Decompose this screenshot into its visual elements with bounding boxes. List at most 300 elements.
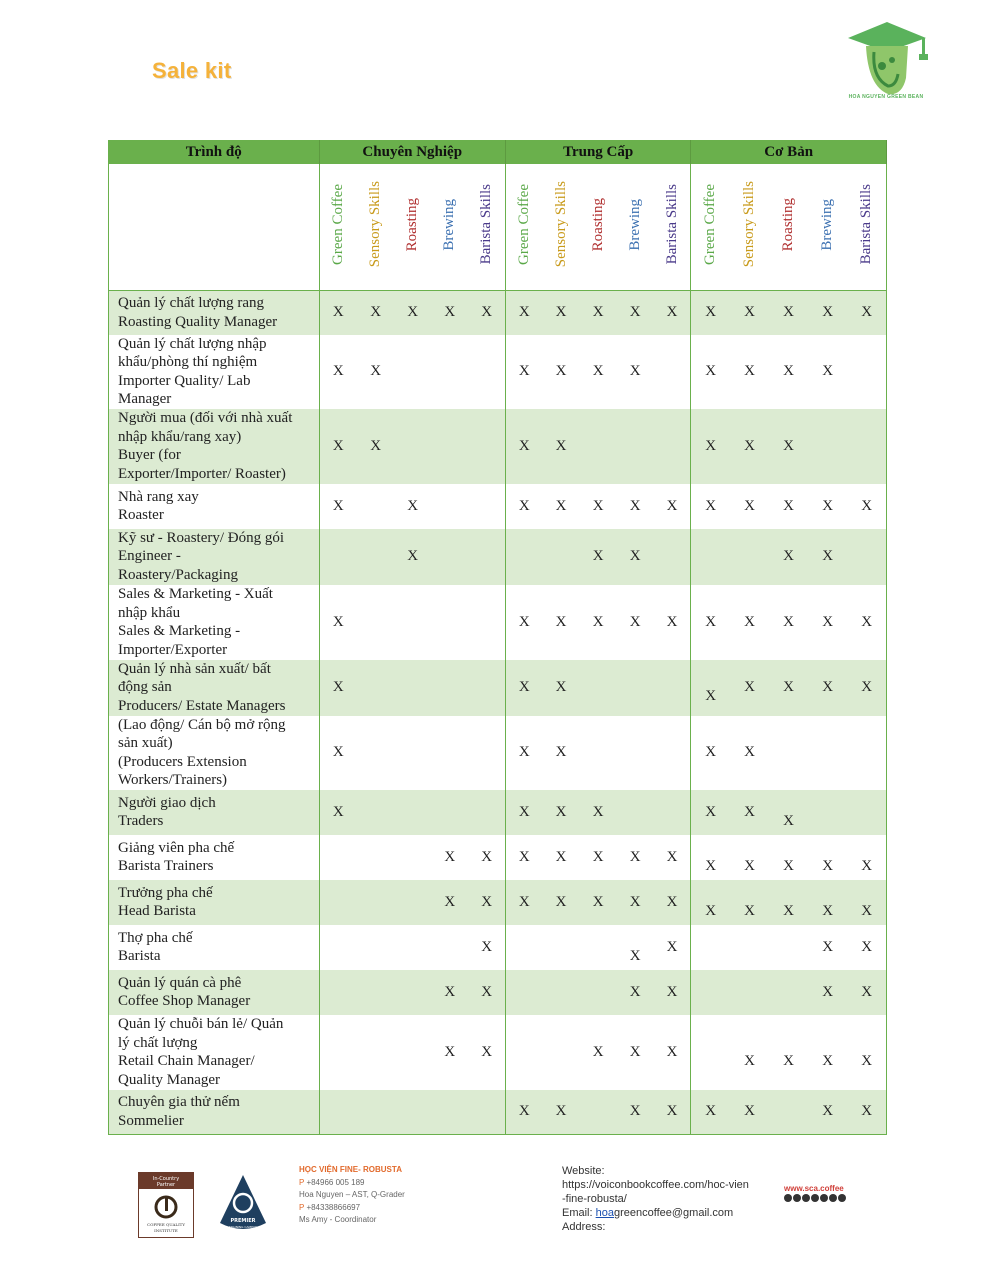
mark: X bbox=[861, 902, 873, 919]
mark-cell bbox=[468, 585, 505, 660]
mark: X bbox=[822, 679, 834, 695]
skill-label-sensory-skills: Sensory Skills bbox=[740, 181, 757, 268]
partner-line-3: COFFEE QUALITY bbox=[147, 1222, 185, 1227]
role-line: Người giao dịch bbox=[118, 794, 216, 811]
skill-label-brewing: Brewing bbox=[441, 198, 458, 251]
mark-cell bbox=[431, 1090, 468, 1135]
mark-cell bbox=[505, 1090, 542, 1135]
mark: X bbox=[444, 893, 456, 910]
mark: X bbox=[705, 1103, 717, 1120]
mark-cell bbox=[808, 585, 847, 660]
mark-cell bbox=[431, 529, 468, 585]
mark-cell bbox=[468, 1090, 505, 1135]
mark-cell bbox=[505, 529, 542, 585]
mark-cell bbox=[357, 716, 394, 790]
mark-cell bbox=[730, 529, 769, 585]
role-line: lý chất lượng bbox=[118, 1034, 198, 1051]
mark-cell bbox=[808, 291, 847, 335]
mark-cell bbox=[730, 409, 769, 484]
header-group-professional: Chuyên Nghiệp bbox=[319, 140, 505, 164]
mark: X bbox=[629, 1043, 641, 1060]
role-line: Importer Quality/ Lab bbox=[118, 372, 251, 389]
role-line: Roasting Quality Manager bbox=[118, 313, 278, 330]
mark: X bbox=[629, 848, 641, 865]
skill-label-brewing: Brewing bbox=[626, 198, 643, 251]
role-line: khẩu/phòng thí nghiệm bbox=[118, 354, 258, 370]
mark-cell bbox=[319, 1015, 357, 1090]
role-line: Quản lý quán cà phê bbox=[118, 974, 242, 991]
mark: X bbox=[744, 304, 755, 321]
mark: X bbox=[783, 304, 794, 321]
mark: X bbox=[555, 497, 567, 514]
mark: X bbox=[822, 1052, 834, 1069]
role-line: Quản lý chuỗi bán lẻ/ Quản bbox=[118, 1016, 284, 1032]
mark-cell bbox=[580, 1090, 617, 1135]
mark: X bbox=[822, 304, 834, 321]
mark: X bbox=[705, 744, 717, 760]
mark-cell bbox=[468, 880, 505, 925]
mark-cell bbox=[808, 529, 847, 585]
skill-label-brewing: Brewing bbox=[819, 198, 836, 251]
table-row bbox=[109, 925, 887, 970]
mark: X bbox=[861, 497, 873, 514]
mark-cell bbox=[847, 880, 886, 925]
mark-cell bbox=[580, 291, 617, 335]
mark: X bbox=[744, 1103, 755, 1120]
mark-cell bbox=[654, 585, 691, 660]
mark-cell bbox=[319, 409, 357, 484]
mark-cell bbox=[654, 835, 691, 880]
role-line: Coffee Shop Manager bbox=[118, 993, 251, 1009]
mark-cell bbox=[617, 716, 654, 790]
mark-cell bbox=[769, 529, 808, 585]
mark-cell bbox=[580, 970, 617, 1015]
mark-cell bbox=[847, 529, 886, 585]
mark: X bbox=[705, 803, 717, 820]
mark-cell bbox=[468, 925, 505, 970]
mark: X bbox=[592, 304, 604, 321]
mark: X bbox=[861, 983, 873, 1000]
mark: X bbox=[332, 679, 344, 695]
mark: X bbox=[861, 938, 873, 955]
role-cell bbox=[109, 1090, 320, 1135]
mark-cell bbox=[730, 880, 769, 925]
mark-cell bbox=[847, 409, 886, 484]
mark-cell bbox=[730, 835, 769, 880]
mark-cell bbox=[505, 790, 542, 835]
mark: X bbox=[861, 1052, 873, 1069]
mark-cell bbox=[543, 970, 580, 1015]
mark: X bbox=[822, 497, 834, 514]
podcast-icon[interactable] bbox=[838, 1194, 846, 1202]
role-line: Nhà rang xay bbox=[118, 488, 199, 505]
mark-cell bbox=[580, 925, 617, 970]
mark-cell bbox=[468, 335, 505, 409]
mark-cell bbox=[505, 409, 542, 484]
mark: X bbox=[705, 363, 717, 379]
header-level: Trình độ bbox=[109, 140, 320, 164]
mark-cell bbox=[357, 660, 394, 716]
premier-line-1: PREMIER bbox=[230, 1218, 256, 1224]
mark-cell bbox=[431, 970, 468, 1015]
skill-header-green-coffee bbox=[691, 164, 730, 291]
mark: X bbox=[666, 893, 678, 910]
mark-cell bbox=[394, 335, 431, 409]
mark-cell bbox=[847, 484, 886, 529]
facebook-icon[interactable] bbox=[784, 1194, 792, 1202]
table-row bbox=[109, 835, 887, 880]
mark-cell bbox=[543, 880, 580, 925]
mark-cell bbox=[847, 335, 886, 409]
mark: X bbox=[444, 304, 456, 321]
mark: X bbox=[783, 363, 794, 379]
table-row bbox=[109, 529, 887, 585]
role-line: Traders bbox=[118, 813, 164, 829]
skill-header-barista-skills bbox=[468, 164, 505, 291]
table-row bbox=[109, 716, 887, 790]
skill-header-green-coffee bbox=[505, 164, 542, 291]
mark: X bbox=[518, 744, 530, 760]
sca-url[interactable]: www.sca.coffee bbox=[784, 1184, 844, 1193]
mark: X bbox=[629, 983, 641, 1000]
mark: X bbox=[555, 848, 567, 865]
academy-title: HỌC VIỆN FINE- ROBUSTA bbox=[299, 1165, 402, 1174]
mark-cell bbox=[808, 970, 847, 1015]
linkedin-icon[interactable] bbox=[820, 1194, 828, 1202]
mark-cell bbox=[543, 484, 580, 529]
email-rest[interactable]: greencoffee@gmail.com bbox=[613, 1207, 734, 1219]
table-row bbox=[109, 585, 887, 660]
mark: X bbox=[481, 983, 493, 1000]
logo-text: HOA NGUYEN GREEN BEAN bbox=[848, 94, 924, 100]
mark-cell bbox=[847, 970, 886, 1015]
mark-cell bbox=[431, 925, 468, 970]
role-line: Sales & Marketing - bbox=[118, 623, 241, 639]
role-cell bbox=[109, 291, 320, 335]
skill-header-roasting bbox=[580, 164, 617, 291]
table-row bbox=[109, 970, 887, 1015]
skill-header-brewing bbox=[808, 164, 847, 291]
pinterest-icon[interactable] bbox=[829, 1194, 837, 1202]
mark-cell bbox=[730, 291, 769, 335]
graduation-cap-logo-icon bbox=[838, 16, 936, 106]
mark: X bbox=[822, 363, 834, 379]
phone2-prefix: P bbox=[299, 1202, 305, 1212]
mark-cell bbox=[468, 529, 505, 585]
role-line: Barista bbox=[118, 948, 161, 964]
mark-cell bbox=[394, 585, 431, 660]
skill-header-barista-skills bbox=[847, 164, 886, 291]
mark-cell bbox=[691, 880, 730, 925]
mark-cell bbox=[580, 409, 617, 484]
mark-cell bbox=[617, 660, 654, 716]
mark-cell bbox=[847, 925, 886, 970]
skills-header-blank bbox=[109, 164, 320, 291]
role-line: Exporter/Importer/ Roaster) bbox=[118, 465, 286, 482]
mark-cell bbox=[394, 529, 431, 585]
mark-cell bbox=[691, 529, 730, 585]
mark: X bbox=[481, 893, 493, 910]
mark-cell bbox=[654, 335, 691, 409]
mark-cell bbox=[691, 291, 730, 335]
table-row bbox=[109, 790, 887, 835]
mark-cell bbox=[617, 880, 654, 925]
mark: X bbox=[705, 902, 717, 919]
mark-cell bbox=[431, 291, 468, 335]
role-line: (Lao động/ Cán bộ mở rộng bbox=[118, 716, 286, 733]
mark-cell bbox=[769, 925, 808, 970]
mark-cell bbox=[394, 291, 431, 335]
mark-cell bbox=[617, 970, 654, 1015]
skill-label-barista-skills: Barista Skills bbox=[478, 184, 495, 265]
skill-header-roasting bbox=[769, 164, 808, 291]
mark-cell bbox=[505, 585, 542, 660]
mark-cell bbox=[468, 835, 505, 880]
mark: X bbox=[518, 497, 530, 514]
mark-cell bbox=[394, 1090, 431, 1135]
mark-cell bbox=[691, 835, 730, 880]
mark-cell bbox=[847, 790, 886, 835]
mark-cell bbox=[617, 409, 654, 484]
role-cell bbox=[109, 660, 320, 716]
skill-label-barista-skills: Barista Skills bbox=[663, 184, 680, 265]
page-title: Sale kit bbox=[152, 58, 232, 83]
mark: X bbox=[744, 1052, 755, 1069]
table-row bbox=[109, 335, 887, 409]
skill-header-sensory-skills bbox=[730, 164, 769, 291]
mark-cell bbox=[617, 1015, 654, 1090]
mark-cell bbox=[431, 660, 468, 716]
mark-cell bbox=[730, 484, 769, 529]
twitter-icon[interactable] bbox=[802, 1194, 810, 1202]
mark-cell bbox=[730, 790, 769, 835]
mark-cell bbox=[394, 484, 431, 529]
role-line: Roaster bbox=[118, 507, 164, 523]
mark-cell bbox=[580, 716, 617, 790]
role-cell bbox=[109, 716, 320, 790]
phone2[interactable]: +84338866697 bbox=[306, 1202, 361, 1212]
mark: X bbox=[705, 304, 717, 321]
mark-cell bbox=[654, 925, 691, 970]
mark: X bbox=[744, 497, 755, 514]
mark-cell bbox=[543, 925, 580, 970]
role-cell bbox=[109, 335, 320, 409]
academy-contact bbox=[299, 1164, 405, 1227]
cqi-partner-logo bbox=[138, 1172, 194, 1238]
role-line: Head Barista bbox=[118, 903, 196, 919]
mark-cell bbox=[431, 835, 468, 880]
mark: X bbox=[370, 363, 382, 379]
mark: X bbox=[783, 812, 794, 829]
mark-cell bbox=[543, 585, 580, 660]
mark: X bbox=[822, 938, 834, 955]
mark-cell bbox=[847, 835, 886, 880]
mark-cell bbox=[357, 1090, 394, 1135]
mark: X bbox=[744, 857, 755, 874]
header-group-basic: Cơ Bản bbox=[691, 140, 887, 164]
mark: X bbox=[744, 803, 755, 820]
website-contact bbox=[562, 1164, 752, 1234]
mark-cell bbox=[617, 1090, 654, 1135]
skill-label-green-coffee: Green Coffee bbox=[515, 184, 532, 265]
role-line: Chuyên gia thử nếm bbox=[118, 1094, 240, 1111]
mark: X bbox=[592, 548, 604, 564]
role-line: Barista Trainers bbox=[118, 858, 214, 874]
mark-cell bbox=[691, 790, 730, 835]
mark-cell bbox=[468, 660, 505, 716]
mark-cell bbox=[505, 335, 542, 409]
mark: X bbox=[444, 848, 456, 865]
role-line: Producers/ Estate Managers bbox=[118, 697, 286, 714]
mark-cell bbox=[319, 660, 357, 716]
mark: X bbox=[705, 437, 717, 454]
role-line: Giảng viên pha chế bbox=[118, 839, 235, 856]
mark-cell bbox=[691, 1090, 730, 1135]
mark-cell bbox=[654, 529, 691, 585]
mark-cell bbox=[730, 335, 769, 409]
mark: X bbox=[332, 437, 344, 454]
mark: X bbox=[518, 679, 530, 695]
skill-label-barista-skills: Barista Skills bbox=[858, 184, 875, 265]
mark: X bbox=[629, 363, 641, 379]
premier-line-2: TRAINING CAMPUS bbox=[228, 1225, 258, 1229]
role-line: Engineer - bbox=[118, 548, 181, 565]
mark: X bbox=[666, 983, 678, 1000]
mark-cell bbox=[319, 835, 357, 880]
mark: X bbox=[481, 938, 493, 955]
table-row bbox=[109, 409, 887, 484]
role-line: Trưởng pha chế bbox=[118, 884, 213, 901]
role-line: Quản lý nhà sản xuất/ bất bbox=[118, 660, 271, 677]
role-line: Thợ pha chế bbox=[118, 929, 193, 946]
role-line: nhập khẩu/rang xay) bbox=[118, 428, 242, 445]
partner-line-2: Partner bbox=[156, 1182, 176, 1188]
mark-cell bbox=[691, 585, 730, 660]
mark: X bbox=[861, 304, 873, 321]
mark-cell bbox=[394, 925, 431, 970]
mark-cell bbox=[431, 1015, 468, 1090]
mark: X bbox=[332, 304, 344, 321]
mark-cell bbox=[769, 660, 808, 716]
mark: X bbox=[822, 983, 834, 1000]
mark-cell bbox=[431, 880, 468, 925]
mark-cell bbox=[394, 880, 431, 925]
mark-cell bbox=[319, 335, 357, 409]
role-line: Roastery/Packaging bbox=[118, 566, 238, 583]
mark: X bbox=[822, 857, 834, 874]
mark: X bbox=[555, 679, 567, 695]
mark-cell bbox=[730, 716, 769, 790]
mark: X bbox=[744, 613, 755, 630]
mark: X bbox=[666, 848, 678, 865]
mark: X bbox=[629, 548, 641, 564]
role-line: Manager bbox=[118, 391, 172, 407]
role-line: Buyer (for bbox=[118, 447, 181, 463]
role-line: Quality Manager bbox=[118, 1071, 221, 1088]
role-line: Người mua (đối với nhà xuất bbox=[118, 410, 293, 426]
mark-cell bbox=[319, 1090, 357, 1135]
mark-cell bbox=[617, 835, 654, 880]
mark: X bbox=[592, 613, 604, 630]
table-row bbox=[109, 880, 887, 925]
mark-cell bbox=[808, 335, 847, 409]
mark: X bbox=[822, 902, 834, 919]
youtube-icon[interactable] bbox=[811, 1194, 819, 1202]
skill-header-barista-skills bbox=[654, 164, 691, 291]
role-cell bbox=[109, 835, 320, 880]
mark: X bbox=[629, 1103, 641, 1120]
mark-cell bbox=[431, 484, 468, 529]
mark-cell bbox=[654, 790, 691, 835]
mark: X bbox=[666, 938, 678, 955]
mark-cell bbox=[580, 585, 617, 660]
mark-cell bbox=[505, 1015, 542, 1090]
mark-cell bbox=[319, 880, 357, 925]
mark-cell bbox=[808, 716, 847, 790]
mark-cell bbox=[691, 1015, 730, 1090]
partner-line-4: INSTITUTE bbox=[154, 1228, 178, 1233]
mark: X bbox=[481, 848, 493, 865]
mark: X bbox=[332, 363, 344, 379]
email-label: Email: bbox=[562, 1207, 593, 1219]
skill-label-roasting: Roasting bbox=[589, 197, 606, 252]
skill-label-green-coffee: Green Coffee bbox=[702, 184, 719, 265]
mark-cell bbox=[654, 1015, 691, 1090]
mark-cell bbox=[357, 925, 394, 970]
email-link[interactable]: hoa bbox=[595, 1207, 614, 1219]
mark: X bbox=[705, 688, 717, 704]
mark-cell bbox=[691, 925, 730, 970]
mark: X bbox=[555, 613, 567, 630]
instagram-icon[interactable] bbox=[793, 1194, 801, 1202]
address-label: Address: bbox=[562, 1221, 606, 1233]
mark: X bbox=[370, 304, 382, 321]
mark: X bbox=[822, 548, 834, 564]
mark: X bbox=[518, 304, 530, 321]
mark: X bbox=[744, 902, 755, 919]
phone1[interactable]: +84966 005 189 bbox=[306, 1177, 365, 1187]
mark: X bbox=[822, 613, 834, 630]
mark: X bbox=[629, 613, 641, 630]
mark: X bbox=[518, 803, 530, 820]
person1: Hoa Nguyen – AST, Q-Grader bbox=[299, 1190, 405, 1199]
mark-cell bbox=[808, 880, 847, 925]
mark-cell bbox=[543, 1015, 580, 1090]
mark: X bbox=[861, 613, 873, 630]
mark: X bbox=[518, 893, 530, 910]
skill-header-brewing bbox=[431, 164, 468, 291]
role-cell bbox=[109, 484, 320, 529]
mark-cell bbox=[543, 835, 580, 880]
mark: X bbox=[592, 803, 604, 820]
mark-cell bbox=[394, 835, 431, 880]
website-url[interactable]: https://voiconbookcoffee.com/hoc-vien-fine-robusta/ bbox=[562, 1179, 749, 1205]
mark-cell bbox=[769, 291, 808, 335]
mark: X bbox=[783, 679, 794, 695]
mark-cell bbox=[654, 660, 691, 716]
mark: X bbox=[666, 1043, 678, 1060]
mark-cell bbox=[654, 1090, 691, 1135]
mark-cell bbox=[319, 484, 357, 529]
mark-cell bbox=[691, 970, 730, 1015]
mark-cell bbox=[769, 335, 808, 409]
mark: X bbox=[518, 363, 530, 379]
mark-cell bbox=[808, 790, 847, 835]
mark-cell bbox=[691, 409, 730, 484]
skill-header-sensory-skills bbox=[543, 164, 580, 291]
mark-cell bbox=[808, 835, 847, 880]
mark: X bbox=[666, 497, 678, 514]
